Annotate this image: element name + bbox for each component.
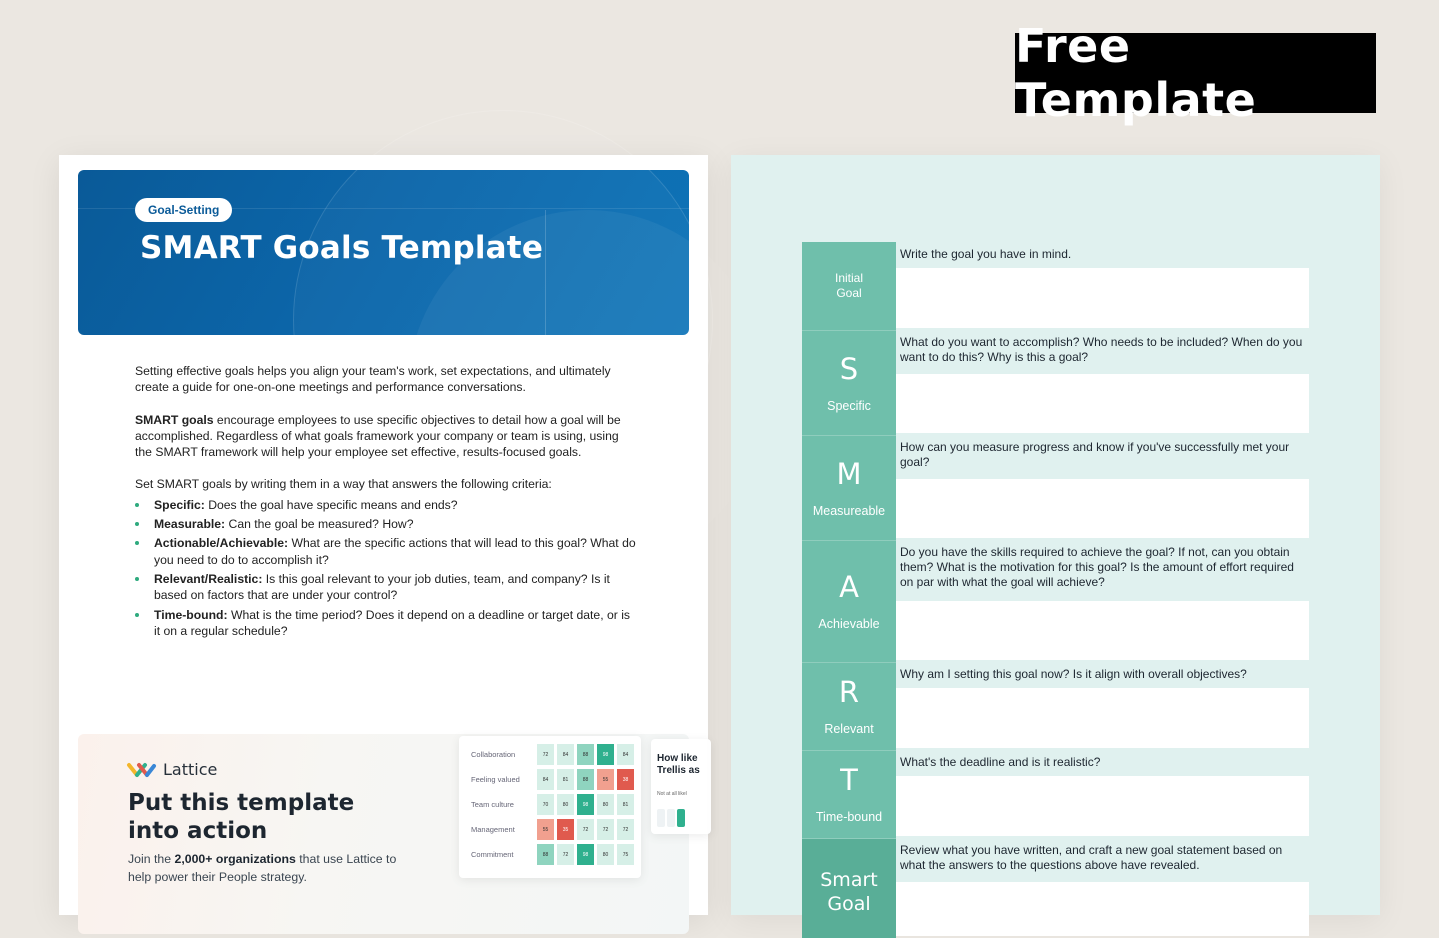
page-title: SMART Goals Template (140, 230, 544, 266)
template-page-right (731, 155, 1380, 915)
row-divider (802, 540, 896, 541)
criteria-term: Actionable/Achievable: (154, 536, 289, 551)
hero-banner (78, 170, 689, 335)
survey-preview-sub: Not at all likel (657, 791, 687, 797)
criteria-list (135, 497, 637, 639)
promo-sub-prefix: Join the (128, 852, 175, 866)
heatmap-cell: 84 (537, 769, 554, 790)
survey-preview-title: How like Trellis as (657, 753, 700, 776)
heatmap-row-label: Commitment (471, 850, 514, 859)
free-template-badge: Free Template (1015, 33, 1376, 113)
smart-row-label (802, 838, 896, 938)
survey-preview-card (651, 739, 711, 834)
heatmap-cell: 88 (577, 769, 594, 790)
heatmap-row-label: Management (471, 825, 515, 834)
smart-row (802, 750, 1309, 838)
bullet-icon (135, 522, 139, 526)
lattice-brand-name: Lattice (163, 760, 218, 779)
template-page-left (59, 155, 708, 915)
hero-decoration (545, 210, 546, 335)
row-divider (802, 662, 896, 663)
smart-row (802, 330, 1309, 435)
smart-row-question: What's the deadline and is it realistic? (900, 755, 1101, 769)
smart-row-answer-field[interactable] (896, 882, 1309, 936)
heatmap-cell: 38 (617, 769, 634, 790)
heatmap-cell: 80 (557, 794, 574, 815)
smart-row-answer-field[interactable] (896, 776, 1309, 836)
heatmap-cell: 72 (577, 819, 594, 840)
lattice-logo-icon (128, 762, 156, 778)
smart-row-label (802, 750, 896, 838)
criteria-item (135, 571, 637, 604)
heatmap-row-label: Feeling valued (471, 775, 520, 784)
smart-row-question: Review what you have written, and craft a new goal statement based on what the answers to the questions above have revealed. (900, 843, 1283, 872)
smart-row (802, 242, 1309, 330)
smart-row-question: Why am I setting this goal now? Is it align with overall objectives? (900, 667, 1247, 681)
heatmap-preview-card (459, 736, 641, 878)
criteria-term: Measurable: (154, 517, 226, 532)
smart-row-label (802, 662, 896, 750)
criteria-text: What are the specific actions that will lead to this goal? What do you need to do to accomplish it? (154, 536, 636, 567)
row-divider (802, 750, 896, 751)
heatmap-cell: 88 (537, 844, 554, 865)
lattice-promo[interactable] (78, 734, 700, 934)
criteria-text: Does the goal have specific means and ends? (204, 497, 458, 512)
bullet-icon (135, 503, 139, 507)
smart-row-answer-field[interactable] (896, 479, 1309, 538)
smart-row-letter: M (836, 456, 862, 491)
row-divider (802, 838, 896, 839)
criteria-text: What is the time period? Does it depend on a deadline or target date, or is it on a regular schedule? (154, 607, 631, 638)
smart-row-letter: S (839, 351, 859, 386)
row-divider (802, 435, 896, 436)
heatmap-cell: 88 (577, 744, 594, 765)
smart-row-label (802, 242, 896, 330)
smart-row-question: Do you have the skills required to achieve the goal? If not, can you obtain them? What is the motivation for this goal? Is the amount of effort required on par with what the goal will achieve? (900, 545, 1294, 589)
heatmap-cell: 72 (557, 844, 574, 865)
bullet-icon (135, 577, 139, 581)
criteria-item (135, 607, 637, 640)
heatmap-cell: 80 (597, 844, 614, 865)
criteria-text: Can the goal be measured? How? (225, 517, 414, 532)
smart-row-letter: T (840, 763, 858, 797)
criteria-term: Time-bound: (154, 607, 228, 622)
heatmap-cell: 84 (617, 744, 634, 765)
criteria-item (135, 516, 637, 532)
intro-paragraph: Setting effective goals helps you align your team's work, set expectations, and ultimately create a guide for one-on-one meetings and performance conversations. (135, 364, 611, 395)
heatmap-cell: 81 (617, 794, 634, 815)
smart-definition (135, 412, 637, 461)
heatmap-cell: 70 (537, 794, 554, 815)
heatmap-row-label: Collaboration (471, 750, 516, 759)
smart-row-question: What do you want to accomplish? Who needs to be included? When do you want to do this? Why is this a goal? (900, 335, 1303, 364)
smart-row-word: Time-bound (815, 810, 883, 824)
smart-row-answer-field[interactable] (896, 601, 1309, 660)
heatmap-cell: 80 (597, 794, 614, 815)
heatmap-cell: 84 (557, 744, 574, 765)
smart-row-word: Relevant (824, 722, 874, 736)
smart-row (802, 435, 1309, 540)
smart-row-answer-field[interactable] (896, 688, 1309, 748)
smart-row-answer-field[interactable] (896, 268, 1309, 328)
smart-row (802, 838, 1309, 938)
criteria-intro: Set SMART goals by writing them in a way that answers the following criteria: (135, 477, 552, 492)
criteria-term: Specific: (154, 497, 205, 512)
bullet-icon (135, 613, 139, 617)
heatmap-cell: 75 (617, 844, 634, 865)
bullet-icon (135, 541, 139, 545)
category-tag: Goal-Setting (135, 198, 232, 222)
smart-row-label (802, 540, 896, 662)
survey-option (677, 809, 685, 827)
smart-row-label (802, 435, 896, 540)
criteria-item (135, 497, 637, 513)
survey-option (657, 809, 665, 827)
smart-row-word: Measureable (812, 503, 886, 518)
smart-row-word: Initial Goal (834, 271, 863, 300)
lattice-logo (128, 760, 217, 779)
intro-text-block (135, 363, 637, 642)
heatmap-cell: 81 (557, 769, 574, 790)
smart-row-answer-field[interactable] (896, 374, 1309, 433)
heatmap-cell: 98 (597, 744, 614, 765)
smart-row-word: Achievable (818, 617, 880, 631)
promo-sub-bold: 2,000+ organizations (174, 852, 296, 866)
smart-row (802, 540, 1309, 662)
survey-option (667, 809, 675, 827)
smart-row-question: How can you measure progress and know if you've successfully met your goal? (900, 440, 1290, 469)
heatmap-cell: 72 (537, 744, 554, 765)
criteria-text: Is this goal relevant to your job duties, team, and company? Is it based on factors that are under your control? (154, 571, 610, 603)
heatmap-cell: 55 (597, 769, 614, 790)
smart-row-word: Smart Goal (820, 869, 878, 915)
criteria-item (135, 535, 637, 568)
heatmap-row-label: Team culture (471, 800, 514, 809)
promo-title: Put this template into action (128, 790, 355, 844)
heatmap-cell: 98 (577, 844, 594, 865)
promo-sub-suffix: that use Lattice to help power their People strategy. (128, 852, 397, 884)
heatmap-cell: 72 (617, 819, 634, 840)
smart-row-label (802, 330, 896, 435)
criteria-term: Relevant/Realistic: (154, 571, 263, 586)
heatmap-cell: 72 (597, 819, 614, 840)
heatmap-cell: 35 (557, 819, 574, 840)
heatmap-cell: 98 (577, 794, 594, 815)
smart-row (802, 662, 1309, 750)
smart-term: SMART goals (135, 412, 214, 427)
smart-row-word: Specific (827, 398, 871, 413)
promo-subtitle (128, 850, 418, 886)
row-divider (802, 330, 896, 331)
heatmap-cell: 55 (537, 819, 554, 840)
smart-definition-text: encourage employees to use specific objectives to detail how a goal will be accomplished. Regardless of what goals framework your company or team is using, using the SMART framework will help your employee set effective, results-focused goals. (135, 412, 621, 460)
smart-row-letter: A (839, 570, 859, 604)
smart-row-letter: R (838, 675, 860, 709)
smart-row-question: Write the goal you have in mind. (900, 247, 1072, 261)
